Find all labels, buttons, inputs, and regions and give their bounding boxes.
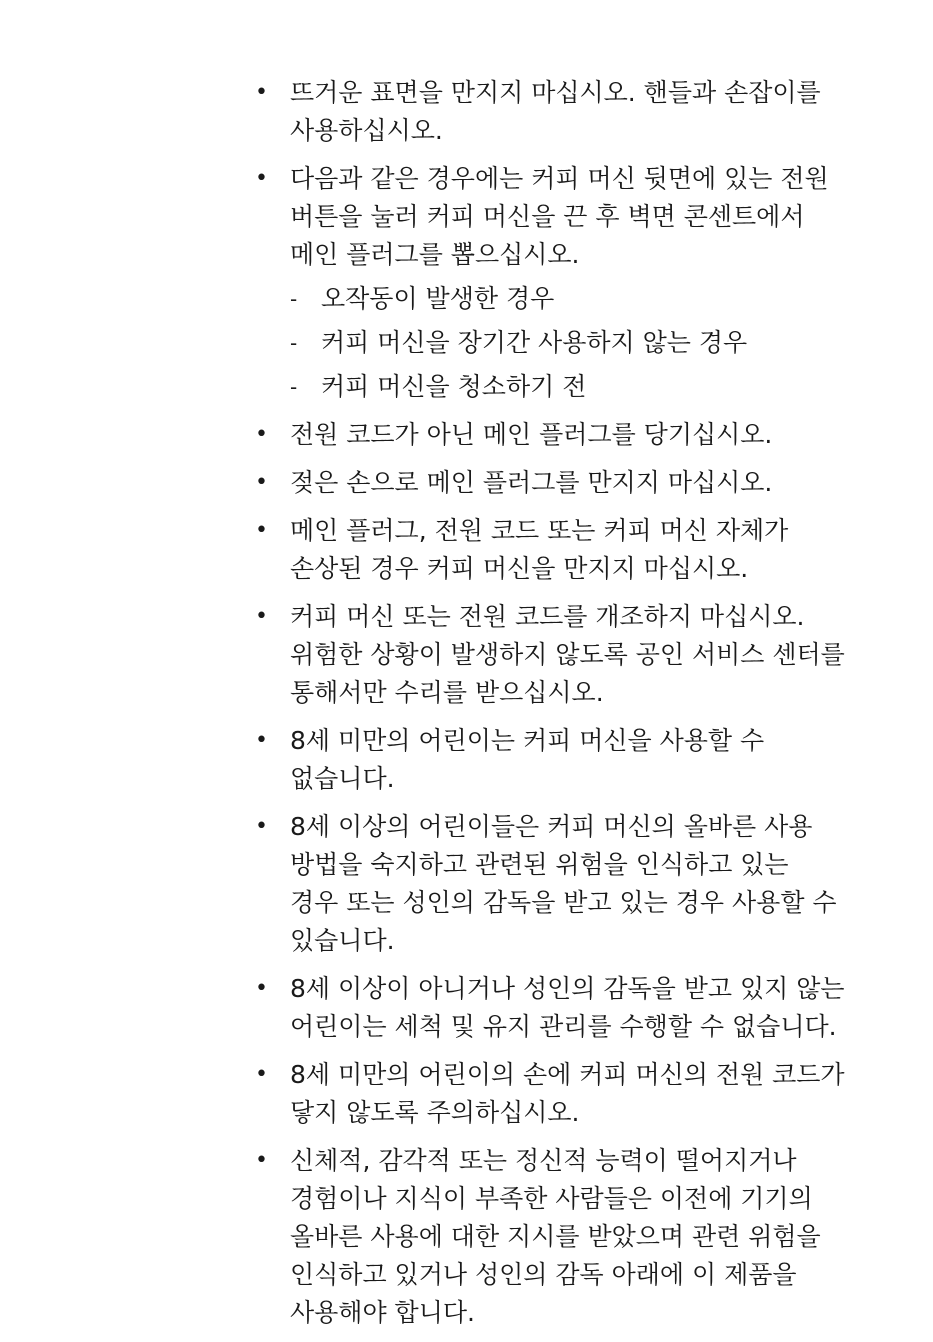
dash-icon: - xyxy=(290,331,298,355)
instruction-text-line: 경험이나 지식이 부족한 사람들은 이전에 기기의 xyxy=(290,1184,813,1213)
instruction-text-line: 젖은 손으로 메인 플러그를 만지지 마십시오. xyxy=(290,468,773,497)
instruction-item xyxy=(255,512,920,588)
condition-text: 커피 머신을 장기간 사용하지 않는 경우 xyxy=(321,328,748,357)
instruction-text-line: 방법을 숙지하고 관련된 위험을 인식하고 있는 xyxy=(290,850,789,879)
bullet-icon: • xyxy=(255,518,268,543)
instruction-text-line: 다음과 같은 경우에는 커피 머신 뒷면에 있는 전원 xyxy=(290,164,829,193)
bullet-icon: • xyxy=(255,80,268,105)
instruction-item xyxy=(255,1142,920,1332)
instruction-item xyxy=(255,598,920,712)
bullet-icon: • xyxy=(255,470,268,495)
instruction-list xyxy=(255,74,920,1332)
condition-sublist xyxy=(290,280,920,406)
instruction-text-line: 올바른 사용에 대한 지시를 받았으며 관련 위험을 xyxy=(290,1222,821,1251)
bullet-icon: • xyxy=(255,814,268,839)
instruction-item xyxy=(255,160,920,406)
instruction-text-line: 인식하고 있거나 성인의 감독 아래에 이 제품을 xyxy=(290,1260,797,1289)
bullet-icon: • xyxy=(255,728,268,753)
instruction-item xyxy=(255,74,920,150)
instruction-text-line: 8세 미만의 어린이의 손에 커피 머신의 전원 코드가 xyxy=(290,1060,845,1089)
instruction-text-line: 경우 또는 성인의 감독을 받고 있는 경우 사용할 수 xyxy=(290,888,837,917)
instruction-text-line: 신체적, 감각적 또는 정신적 능력이 떨어지거나 xyxy=(290,1146,797,1175)
instruction-text-line: 뜨거운 표면을 만지지 마십시오. 핸들과 손잡이를 xyxy=(290,78,821,107)
instruction-text-line: 8세 이상의 어린이들은 커피 머신의 올바른 사용 xyxy=(290,812,813,841)
instruction-item xyxy=(255,1056,920,1132)
instruction-text-line: 사용하십시오. xyxy=(290,116,443,145)
instruction-text-line: 위험한 상황이 발생하지 않도록 공인 서비스 센터를 xyxy=(290,640,845,669)
instruction-text-line: 8세 미만의 어린이는 커피 머신을 사용할 수 xyxy=(290,726,765,755)
bullet-icon: • xyxy=(255,604,268,629)
instruction-text-line: 전원 코드가 아닌 메인 플러그를 당기십시오. xyxy=(290,420,773,449)
instruction-item xyxy=(255,464,920,502)
instruction-text-line: 어린이는 세척 및 유지 관리를 수행할 수 없습니다. xyxy=(290,1012,837,1041)
condition-item xyxy=(290,280,920,318)
condition-text: 커피 머신을 청소하기 전 xyxy=(321,372,587,401)
condition-text: 오작동이 발생한 경우 xyxy=(321,284,555,313)
instruction-text-line: 커피 머신 또는 전원 코드를 개조하지 마십시오. xyxy=(290,602,805,631)
bullet-icon: • xyxy=(255,976,268,1001)
instruction-item xyxy=(255,970,920,1046)
instruction-text-line: 닿지 않도록 주의하십시오. xyxy=(290,1098,580,1127)
instruction-item xyxy=(255,722,920,798)
bullet-icon: • xyxy=(255,1062,268,1087)
instruction-text-line: 있습니다. xyxy=(290,926,395,955)
bullet-icon: • xyxy=(255,422,268,447)
instruction-text-line: 메인 플러그, 전원 코드 또는 커피 머신 자체가 xyxy=(290,516,789,545)
condition-item xyxy=(290,368,920,406)
instruction-text-line: 사용해야 합니다. xyxy=(290,1298,475,1327)
dash-icon: - xyxy=(290,375,298,399)
instruction-text-line: 8세 이상이 아니거나 성인의 감독을 받고 있지 않는 xyxy=(290,974,845,1003)
instruction-item xyxy=(255,808,920,960)
bullet-icon: • xyxy=(255,166,268,191)
safety-instructions xyxy=(255,74,920,1342)
instruction-text-line: 메인 플러그를 뽑으십시오. xyxy=(290,240,580,269)
bullet-icon: • xyxy=(255,1148,268,1173)
condition-item xyxy=(290,324,920,362)
instruction-text-line: 손상된 경우 커피 머신을 만지지 마십시오. xyxy=(290,554,749,583)
dash-icon: - xyxy=(290,287,298,311)
instruction-text-line: 버튼을 눌러 커피 머신을 끈 후 벽면 콘센트에서 xyxy=(290,202,805,231)
instruction-item xyxy=(255,416,920,454)
instruction-text-line: 없습니다. xyxy=(290,764,395,793)
instruction-text-line: 통해서만 수리를 받으십시오. xyxy=(290,678,604,707)
